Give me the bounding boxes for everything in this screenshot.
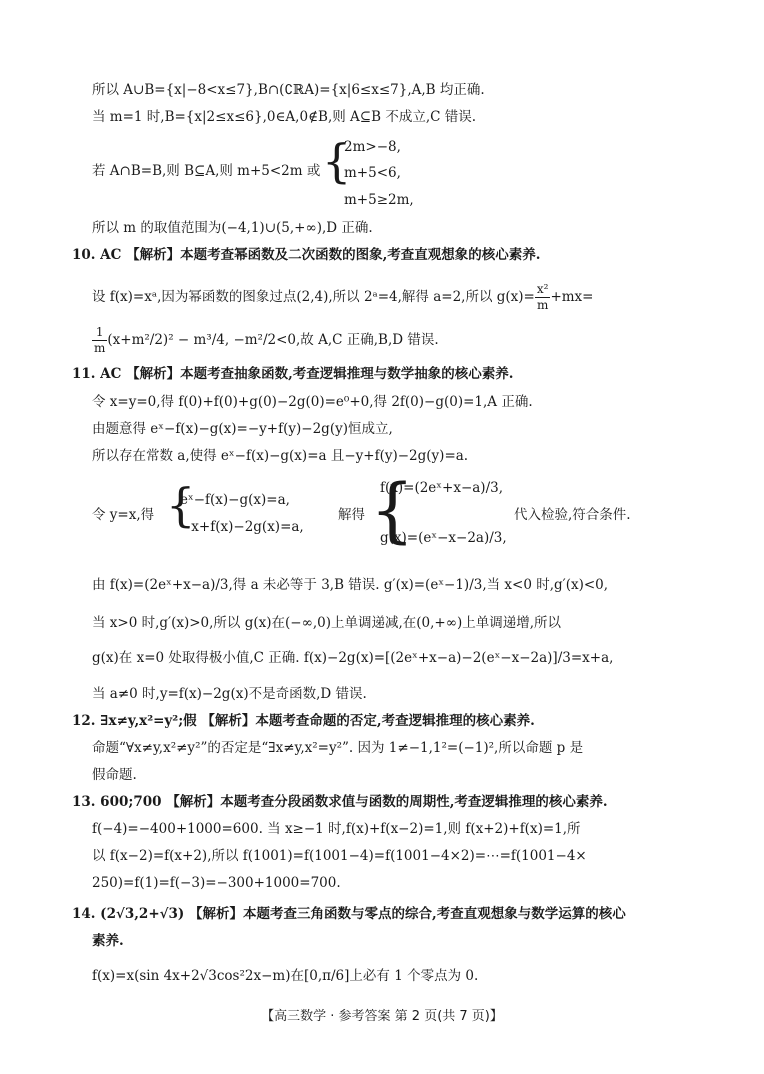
system-line: eˣ−f(x)−g(x)=a, bbox=[180, 492, 290, 508]
case-line: m+5≥2m, bbox=[344, 192, 414, 208]
text-line: 解得 bbox=[338, 507, 365, 523]
text-line: 若 A∩B=B,则 B⊆A,则 m+5<2m 或 bbox=[92, 163, 321, 179]
text-line: 代入检验,符合条件. bbox=[514, 507, 631, 523]
text-line: 以 f(x−2)=f(x+2),所以 f(1001)=f(1001−4)=f(1001−4×2)=⋯=f(1001−4× bbox=[92, 848, 587, 864]
question-heading: 素养. bbox=[92, 933, 124, 949]
system-line: f(x)=(2eˣ+x−a)/3, bbox=[380, 480, 504, 496]
text-line: 所以存在常数 a,使得 eˣ−f(x)−g(x)=a 且−y+f(y)−2g(y)=a. bbox=[92, 448, 469, 464]
question-heading: 12. ∃x≠y,x²=y²;假 【解析】本题考查命题的否定,考查逻辑推理的核心素养. bbox=[72, 713, 535, 729]
system-line: −x+f(x)−2g(x)=a, bbox=[180, 519, 304, 535]
system-line: g(x)=(eˣ−x−2a)/3, bbox=[380, 530, 507, 546]
question-heading: 14. (2√3,2+√3) 【解析】本题考查三角函数与零点的综合,考查直观想象与数学运算的核心 bbox=[72, 906, 626, 922]
numerator: 1 bbox=[92, 325, 107, 341]
text-line: 所以 m 的取值范围为(−4,1)∪(5,+∞),D 正确. bbox=[92, 220, 373, 236]
question-heading: 10. AC 【解析】本题考查幂函数及二次函数的图象,考查直观想象的核心素养. bbox=[72, 247, 541, 263]
text-line: 假命题. bbox=[92, 767, 137, 783]
text-line: 250)=f(1)=f(−3)=−300+1000=700. bbox=[92, 875, 341, 891]
case-line: m+5<6, bbox=[344, 165, 401, 181]
denominator: m bbox=[536, 298, 549, 312]
text-segment: +mx= bbox=[550, 289, 594, 305]
left-brace-icon: { bbox=[322, 134, 352, 188]
left-brace-icon: { bbox=[166, 478, 196, 532]
fraction bbox=[92, 325, 107, 356]
text-line: 由 f(x)=(2eˣ+x−a)/3,得 a 未必等于 3,B 错误. g′(x)=(eˣ−1)/3,当 x<0 时,g′(x)<0, bbox=[92, 577, 609, 593]
text-line: 令 x=y=0,得 f(0)+f(0)+g(0)−2g(0)=e⁰+0,得 2f(0)−g(0)=1,A 正确. bbox=[92, 394, 533, 410]
text-line: f(x)=x(sin 4x+2√3cos²2x−m)在[0,π/6]上必有 1 个零点为 0. bbox=[92, 968, 479, 984]
numerator: x² bbox=[536, 282, 549, 296]
text-line: 当 x>0 时,g′(x)>0,所以 g(x)在(−∞,0)上单调递减,在(0,+∞)上单调递增,所以 bbox=[92, 615, 562, 631]
question-heading: 11. AC 【解析】本题考查抽象函数,考查逻辑推理与数学抽象的核心素养. bbox=[72, 366, 514, 382]
fraction bbox=[535, 282, 551, 313]
text-line bbox=[92, 325, 439, 356]
text-line: f(−4)=−400+1000=600. 当 x≥−1 时,f(x)+f(x−2)=1,则 f(x+2)+f(x)=1,所 bbox=[92, 821, 581, 837]
denominator: m bbox=[94, 341, 106, 355]
case-line: 2m>−8, bbox=[344, 139, 401, 155]
text-line: 令 y=x,得 bbox=[92, 507, 155, 523]
text-line: 所以 A∪B={x|−8<x≤7},B∩(∁ℝA)={x|6≤x≤7},A,B 均正确. bbox=[92, 82, 485, 98]
text-segment: 设 f(x)=xᵃ,因为幂函数的图象过点(2,4),所以 2ᵃ=4,解得 a=2,所以 g(x)= bbox=[92, 289, 535, 305]
text-line: 由题意得 eˣ−f(x)−g(x)=−y+f(y)−2g(y)恒成立, bbox=[92, 421, 393, 437]
text-line: 当 a≠0 时,y=f(x)−2g(x)不是奇函数,D 错误. bbox=[92, 686, 367, 702]
text-line: 当 m=1 时,B={x|2≤x≤6},0∈A,0∉B,则 A⊆B 不成立,C 错误. bbox=[92, 109, 477, 125]
page-footer: 【高三数学 · 参考答案 第 2 页(共 7 页)】 bbox=[261, 1009, 503, 1024]
text-line: 命题“∀x≠y,x²≠y²”的否定是“∃x≠y,x²=y²”. 因为 1≠−1,1²=(−1)²,所以命题 p 是 bbox=[92, 740, 584, 756]
question-heading: 13. 600;700 【解析】本题考查分段函数求值与函数的周期性,考查逻辑推理的核心素养. bbox=[72, 794, 608, 810]
text-segment: (x+m²/2)² − m³/4, −m²/2<0,故 A,C 正确,B,D 错误. bbox=[107, 332, 439, 348]
text-line bbox=[92, 282, 593, 313]
left-brace-icon: { bbox=[370, 469, 415, 551]
text-line: g(x)在 x=0 处取得极小值,C 正确. f(x)−2g(x)=[(2eˣ+x−a)−2(eˣ−x−2a)]/3=x+a, bbox=[92, 650, 614, 666]
